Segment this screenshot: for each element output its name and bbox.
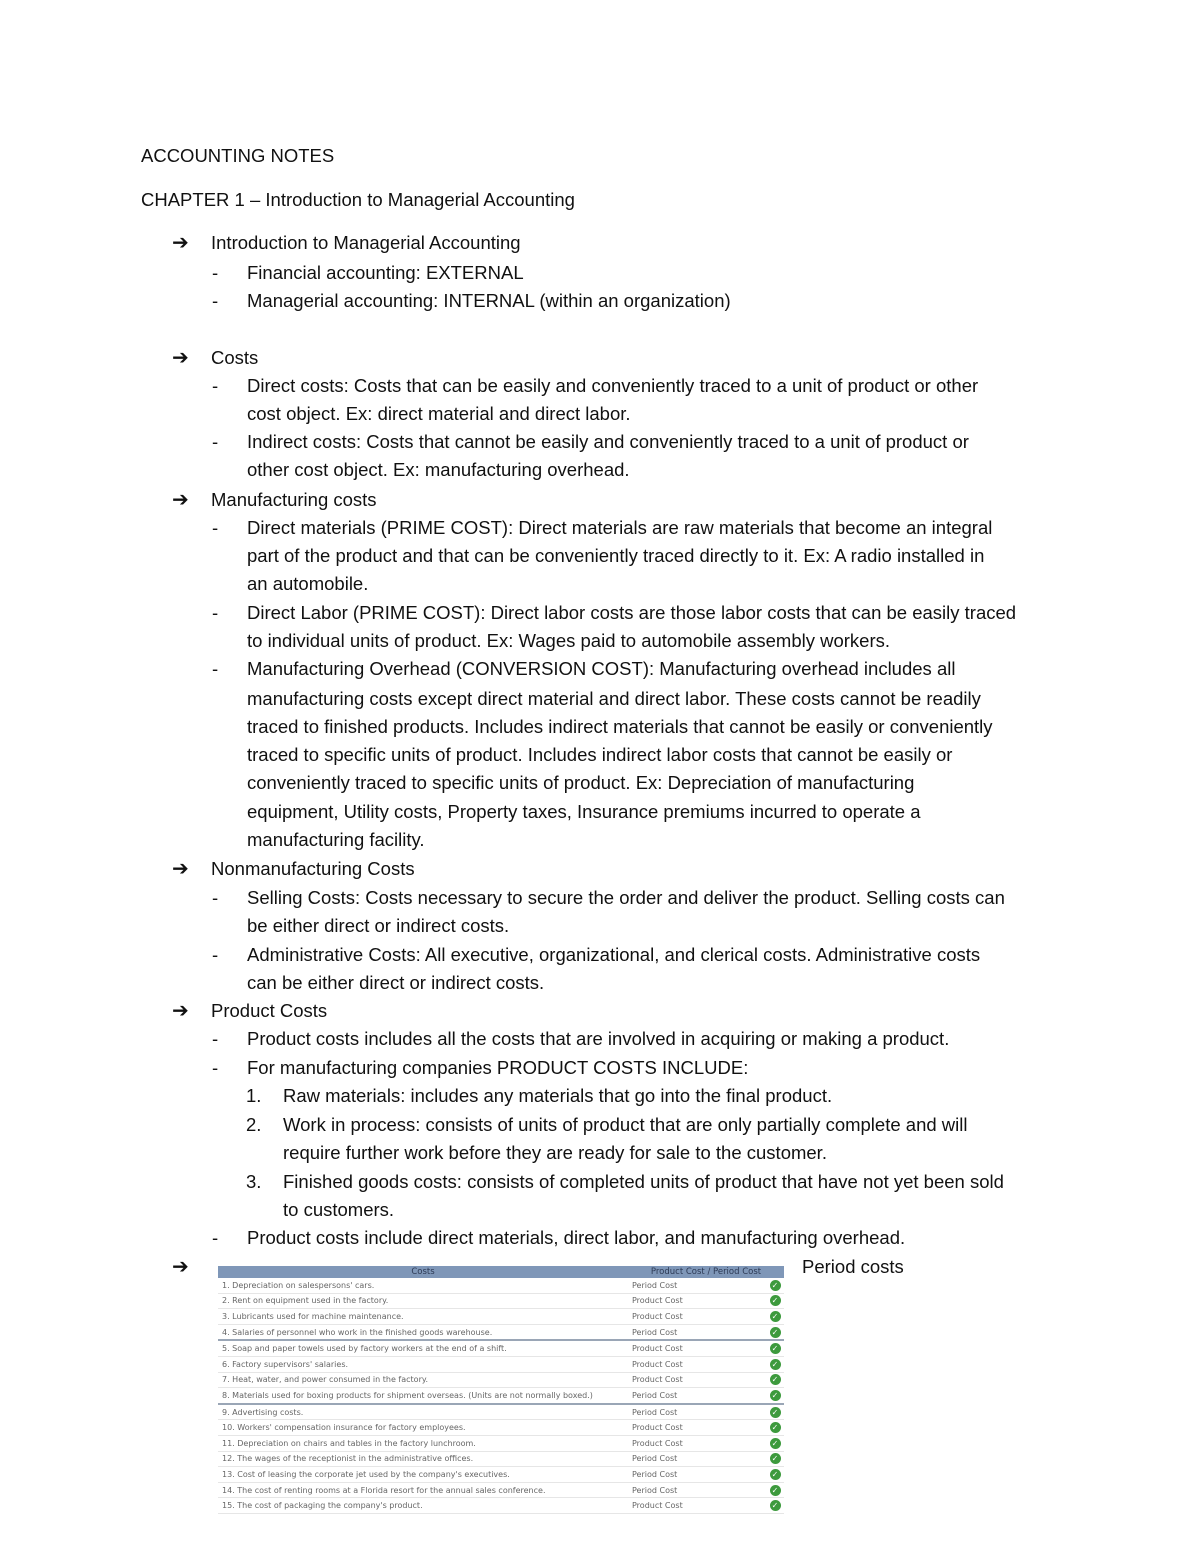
cost-description: 15. The cost of packaging the company's product. (218, 1498, 628, 1514)
check-circle-icon: ✓ (770, 1485, 781, 1496)
list-item: be either direct or indirect costs. (247, 915, 510, 936)
list-item: part of the product and that can be conveniently traced directly to it. Ex: A radio installed in (247, 545, 985, 566)
arrow-icon: ➔ (172, 347, 189, 369)
table-row (218, 1278, 784, 1293)
cost-classification-table (218, 1266, 784, 1514)
status-cell (766, 1420, 784, 1436)
dash-bullet: - (212, 517, 219, 538)
status-cell (766, 1356, 784, 1372)
list-number: 2. (246, 1114, 262, 1135)
status-cell (766, 1498, 784, 1514)
dash-bullet: - (212, 1028, 219, 1049)
cost-classification: Period Cost (628, 1482, 766, 1498)
check-circle-icon: ✓ (770, 1407, 781, 1418)
list-item: conveniently traced to specific units of product. Ex: Depreciation of manufacturing (247, 772, 915, 793)
table-row (218, 1435, 784, 1451)
dash-bullet: - (212, 658, 219, 679)
cost-description: 8. Materials used for boxing products for shipment overseas. (Units are not normally boxed.) (218, 1388, 628, 1404)
table-header-costs: Costs (218, 1266, 628, 1278)
numbered-item: Work in process: consists of units of product that are only partially complete and will (283, 1114, 968, 1135)
table-body (218, 1278, 784, 1513)
status-cell (766, 1340, 784, 1356)
status-cell (766, 1451, 784, 1467)
table-row (218, 1388, 784, 1404)
cost-description: 10. Workers' compensation insurance for factory employees. (218, 1420, 628, 1436)
cost-description: 9. Advertising costs. (218, 1404, 628, 1420)
check-circle-icon: ✓ (770, 1311, 781, 1322)
numbered-item: to customers. (283, 1199, 395, 1220)
status-cell (766, 1372, 784, 1388)
cost-description: 14. The cost of renting rooms at a Florida resort for the annual sales conference. (218, 1482, 628, 1498)
table-row (218, 1293, 784, 1309)
list-item: For manufacturing companies PRODUCT COSTS INCLUDE: (247, 1057, 749, 1078)
cost-classification: Product Cost (628, 1498, 766, 1514)
status-cell (766, 1309, 784, 1325)
cost-description: 13. Cost of leasing the corporate jet used by the company's executives. (218, 1467, 628, 1483)
list-item: Direct costs: Costs that can be easily and conveniently traced to a unit of product or other (247, 375, 979, 396)
table-row (218, 1498, 784, 1514)
cost-classification: Product Cost (628, 1309, 766, 1325)
list-number: 3. (246, 1171, 262, 1192)
cost-description: 7. Heat, water, and power consumed in the factory. (218, 1372, 628, 1388)
status-cell (766, 1435, 784, 1451)
table-header-row (218, 1266, 784, 1278)
cost-description: 11. Depreciation on chairs and tables in the factory lunchroom. (218, 1435, 628, 1451)
chapter-heading: CHAPTER 1 – Introduction to Managerial Accounting (141, 189, 575, 210)
list-item: manufacturing facility. (247, 829, 425, 850)
check-circle-icon: ✓ (770, 1390, 781, 1401)
check-circle-icon: ✓ (770, 1453, 781, 1464)
check-circle-icon: ✓ (770, 1327, 781, 1338)
check-circle-icon: ✓ (770, 1343, 781, 1354)
list-item: traced to specific units of product. Includes indirect labor costs that cannot be easily or (247, 744, 953, 765)
list-item: manufacturing costs except direct material and direct labor. These costs cannot be readily (247, 688, 981, 709)
section-heading-product: Product Costs (211, 1000, 328, 1021)
list-item: Manufacturing Overhead (CONVERSION COST): Manufacturing overhead includes all (247, 658, 956, 679)
check-circle-icon: ✓ (770, 1374, 781, 1385)
dash-bullet: - (212, 1057, 219, 1078)
section-heading-intro: Introduction to Managerial Accounting (211, 232, 521, 253)
table-row (218, 1451, 784, 1467)
cost-description: 4. Salaries of personnel who work in the finished goods warehouse. (218, 1324, 628, 1340)
arrow-icon: ➔ (172, 1256, 189, 1278)
cost-description: 5. Soap and paper towels used by factory workers at the end of a shift. (218, 1340, 628, 1356)
table-row (218, 1404, 784, 1420)
table-row (218, 1482, 784, 1498)
check-circle-icon: ✓ (770, 1359, 781, 1370)
numbered-item: Raw materials: includes any materials that go into the final product. (283, 1085, 833, 1106)
document-title: ACCOUNTING NOTES (141, 145, 335, 166)
check-circle-icon: ✓ (770, 1500, 781, 1511)
cost-classification: Period Cost (628, 1324, 766, 1340)
cost-classification: Period Cost (628, 1278, 766, 1293)
cost-classification: Period Cost (628, 1451, 766, 1467)
dash-bullet: - (212, 262, 219, 283)
cost-classification: Product Cost (628, 1356, 766, 1372)
list-item: can be either direct or indirect costs. (247, 972, 545, 993)
cost-classification: Product Cost (628, 1340, 766, 1356)
check-circle-icon: ✓ (770, 1280, 781, 1291)
list-item: Product costs include direct materials, direct labor, and manufacturing overhead. (247, 1227, 906, 1248)
list-item: Indirect costs: Costs that cannot be easily and conveniently traced to a unit of product or (247, 431, 969, 452)
dash-bullet: - (212, 887, 219, 908)
dash-bullet: - (212, 290, 219, 311)
list-item: cost object. Ex: direct material and direct labor. (247, 403, 631, 424)
cost-classification: Period Cost (628, 1388, 766, 1404)
list-item: equipment, Utility costs, Property taxes, Insurance premiums incurred to operate a (247, 801, 921, 822)
section-heading-manufacturing: Manufacturing costs (211, 489, 377, 510)
list-item: Product costs includes all the costs that are involved in acquiring or making a product. (247, 1028, 950, 1049)
section-heading-nonmanufacturing: Nonmanufacturing Costs (211, 858, 415, 879)
arrow-icon: ➔ (172, 232, 189, 254)
cost-classification: Product Cost (628, 1435, 766, 1451)
numbered-item: require further work before they are ready for sale to the customer. (283, 1142, 827, 1163)
section-heading-costs: Costs (211, 347, 259, 368)
cost-classification: Product Cost (628, 1372, 766, 1388)
list-item: Selling Costs: Costs necessary to secure the order and deliver the product. Selling costs can (247, 887, 1005, 908)
check-circle-icon: ✓ (770, 1295, 781, 1306)
arrow-icon: ➔ (172, 489, 189, 511)
list-item: Direct materials (PRIME COST): Direct materials are raw materials that become an integral (247, 517, 993, 538)
table-row (218, 1324, 784, 1340)
arrow-icon: ➔ (172, 1000, 189, 1022)
arrow-icon: ➔ (172, 858, 189, 880)
list-item: traced to finished products. Includes indirect materials that cannot be easily or conveniently (247, 716, 993, 737)
cost-classification: Period Cost (628, 1404, 766, 1420)
table-row (218, 1356, 784, 1372)
check-circle-icon: ✓ (770, 1469, 781, 1480)
check-circle-icon: ✓ (770, 1422, 781, 1433)
table-row (218, 1340, 784, 1356)
numbered-item: Finished goods costs: consists of completed units of product that have not yet been sold (283, 1171, 1004, 1192)
status-cell (766, 1388, 784, 1404)
check-circle-icon: ✓ (770, 1438, 781, 1449)
cost-classification: Period Cost (628, 1467, 766, 1483)
dash-bullet: - (212, 944, 219, 965)
cost-classification: Product Cost (628, 1420, 766, 1436)
section-heading-period: Period costs (802, 1256, 904, 1277)
cost-description: 2. Rent on equipment used in the factory. (218, 1293, 628, 1309)
status-cell (766, 1467, 784, 1483)
list-item: Managerial accounting: INTERNAL (within an organization) (247, 290, 731, 311)
cost-description: 3. Lubricants used for machine maintenance. (218, 1309, 628, 1325)
cost-classification: Product Cost (628, 1293, 766, 1309)
status-cell (766, 1324, 784, 1340)
list-item: other cost object. Ex: manufacturing overhead. (247, 459, 630, 480)
status-cell (766, 1482, 784, 1498)
table-header-classification: Product Cost / Period Cost (628, 1266, 784, 1278)
table-row (218, 1420, 784, 1436)
cost-description: 1. Depreciation on salespersons' cars. (218, 1278, 628, 1293)
cost-description: 6. Factory supervisors' salaries. (218, 1356, 628, 1372)
table-row (218, 1372, 784, 1388)
dash-bullet: - (212, 602, 219, 623)
list-item: Administrative Costs: All executive, organizational, and clerical costs. Administrative costs (247, 944, 981, 965)
list-item: to individual units of product. Ex: Wages paid to automobile assembly workers. (247, 630, 891, 651)
status-cell (766, 1293, 784, 1309)
dash-bullet: - (212, 375, 219, 396)
list-number: 1. (246, 1085, 262, 1106)
list-item: an automobile. (247, 573, 369, 594)
dash-bullet: - (212, 1227, 219, 1248)
table-row (218, 1467, 784, 1483)
cost-description: 12. The wages of the receptionist in the administrative offices. (218, 1451, 628, 1467)
list-item: Financial accounting: EXTERNAL (247, 262, 524, 283)
status-cell (766, 1404, 784, 1420)
dash-bullet: - (212, 431, 219, 452)
table-row (218, 1309, 784, 1325)
status-cell (766, 1278, 784, 1293)
list-item: Direct Labor (PRIME COST): Direct labor costs are those labor costs that can be easily traced (247, 602, 1017, 623)
